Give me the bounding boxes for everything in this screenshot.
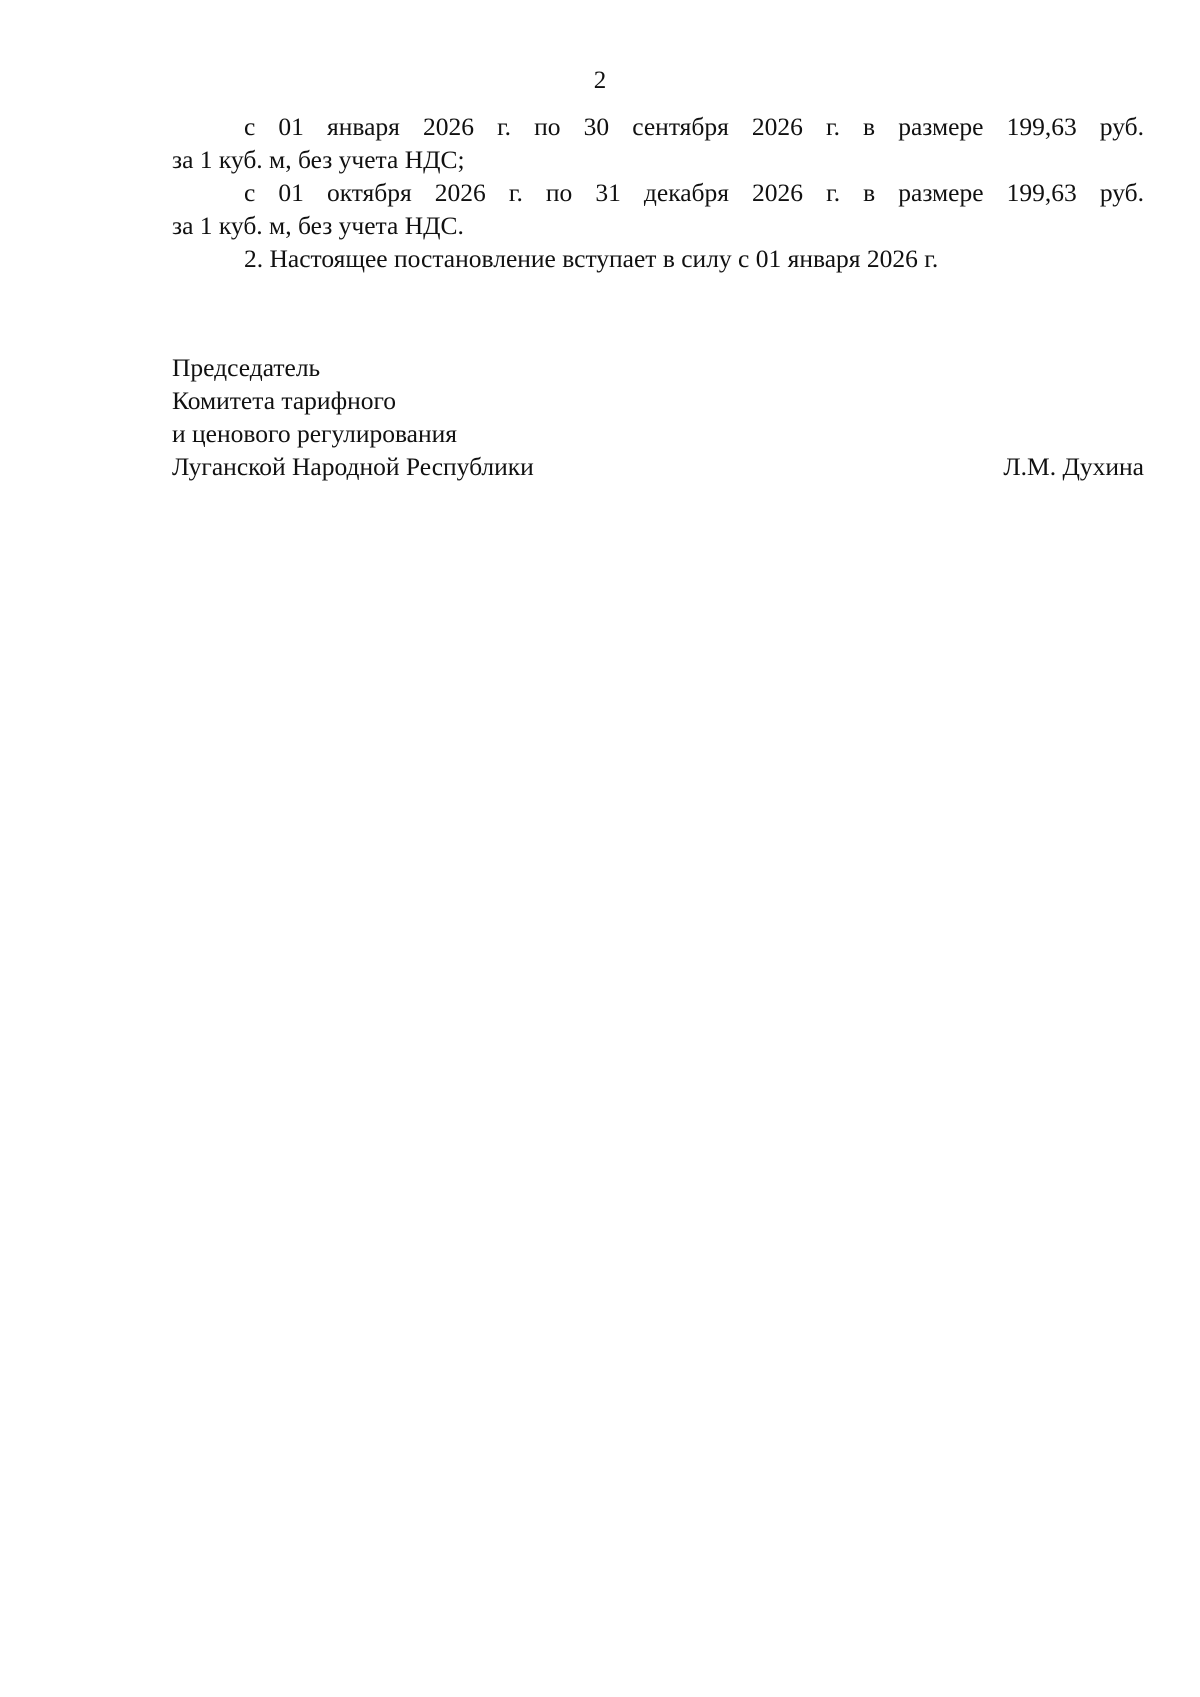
page-number: 2 (593, 67, 607, 94)
document-body (172, 110, 1144, 275)
signature-row (172, 450, 1144, 483)
signatory-title-line: Председатель (172, 353, 321, 382)
tariff-period-line: с 01 октября 2026 г. по 31 декабря 2026 г. в размере 199,63 руб. (244, 178, 1144, 207)
effective-date-clause: 2. Настоящее постановление вступает в силу с 01 января 2026 г. (244, 244, 939, 273)
tariff-period-paragraph (172, 176, 1144, 242)
signatory-title-line: и ценового регулирования (172, 419, 458, 448)
signatory-title-line: Комитета тарифного (172, 386, 397, 415)
signatory-name: Л.М. Духина (1003, 452, 1144, 481)
tariff-period-line: за 1 куб. м, без учета НДС. (172, 211, 464, 240)
tariff-period-line: с 01 января 2026 г. по 30 сентября 2026 г. в размере 199,63 руб. (244, 112, 1144, 141)
tariff-period-line: за 1 куб. м, без учета НДС; (172, 145, 465, 174)
signature-block (172, 351, 1144, 483)
signatory-title-line: Луганской Народной Республики (172, 452, 534, 481)
tariff-period-paragraph (172, 110, 1144, 176)
